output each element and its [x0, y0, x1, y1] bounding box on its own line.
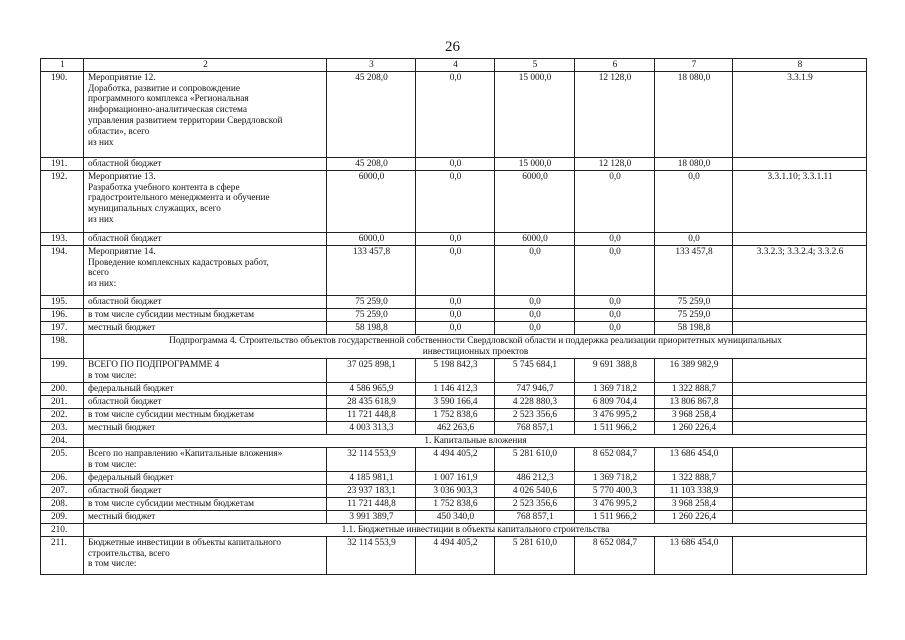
amount-cell: 747 946,7: [495, 382, 575, 395]
row-number: 209.: [41, 510, 84, 523]
row-description: местный бюджет: [84, 510, 327, 523]
amount-cell: 37 025 898,1: [327, 358, 416, 382]
amount-cell: 0,0: [575, 170, 655, 232]
amount-cell: 16 389 982,9: [655, 358, 733, 382]
amount-cell: 32 114 553,9: [327, 536, 416, 574]
table-row: [41, 321, 867, 334]
amount-cell: 0,0: [655, 232, 733, 245]
table-row: [41, 157, 867, 170]
amount-cell: 0,0: [416, 157, 495, 170]
table-row: [41, 395, 867, 408]
amount-cell: 23 937 183,1: [327, 484, 416, 497]
row-number: 202.: [41, 408, 84, 421]
row-number: 206.: [41, 471, 84, 484]
amount-cell: 11 721 448,8: [327, 497, 416, 510]
amount-cell: 45 208,0: [327, 71, 416, 157]
amount-cell: 58 198,8: [327, 321, 416, 334]
page-number: 26: [445, 39, 460, 55]
row-number: 194.: [41, 245, 84, 295]
row-number: 191.: [41, 157, 84, 170]
target-indicator: [733, 232, 867, 245]
amount-cell: 0,0: [575, 295, 655, 308]
amount-cell: 75 259,0: [327, 295, 416, 308]
amount-cell: 462 263,6: [416, 421, 495, 434]
amount-cell: 6000,0: [495, 232, 575, 245]
section-row: [41, 334, 867, 358]
row-description: областной бюджет: [84, 484, 327, 497]
column-header: 2: [84, 59, 327, 72]
column-header: 8: [733, 59, 867, 72]
table-row: [41, 71, 867, 157]
section-row: [41, 434, 867, 447]
amount-cell: 0,0: [575, 321, 655, 334]
row-number: 211.: [41, 536, 84, 574]
amount-cell: 4 586 965,9: [327, 382, 416, 395]
row-number: 199.: [41, 358, 84, 382]
amount-cell: 11 103 338,9: [655, 484, 733, 497]
column-header: 1: [41, 59, 84, 72]
row-number: 193.: [41, 232, 84, 245]
target-indicator: 3.3.2.3; 3.3.2.4; 3.3.2.6: [733, 245, 867, 295]
target-indicator: [733, 157, 867, 170]
target-indicator: 3.3.1.9: [733, 71, 867, 157]
amount-cell: 0,0: [416, 308, 495, 321]
amount-cell: 0,0: [416, 232, 495, 245]
row-description: областной бюджет: [84, 395, 327, 408]
column-number-header-row: [41, 59, 867, 72]
amount-cell: 0,0: [575, 308, 655, 321]
column-header: 5: [495, 59, 575, 72]
amount-cell: 8 652 084,7: [575, 536, 655, 574]
amount-cell: 15 000,0: [495, 71, 575, 157]
amount-cell: 2 523 356,6: [495, 497, 575, 510]
row-number: 207.: [41, 484, 84, 497]
table-row: [41, 447, 867, 471]
amount-cell: 15 000,0: [495, 157, 575, 170]
amount-cell: 486 212,3: [495, 471, 575, 484]
table-row: [41, 484, 867, 497]
amount-cell: 3 968 258,4: [655, 408, 733, 421]
row-number: 195.: [41, 295, 84, 308]
amount-cell: 11 721 448,8: [327, 408, 416, 421]
table-row: [41, 308, 867, 321]
target-indicator: 3.3.1.10; 3.3.1.11: [733, 170, 867, 232]
target-indicator: [733, 447, 867, 471]
column-header: 3: [327, 59, 416, 72]
section-title: 1. Капитальные вложения: [84, 434, 867, 447]
table-row: [41, 295, 867, 308]
amount-cell: 3 590 166,4: [416, 395, 495, 408]
amount-cell: 0,0: [655, 170, 733, 232]
amount-cell: 0,0: [575, 245, 655, 295]
table-row: [41, 245, 867, 295]
amount-cell: 6000,0: [327, 232, 416, 245]
amount-cell: 8 652 084,7: [575, 447, 655, 471]
table-row: [41, 408, 867, 421]
amount-cell: 4 003 313,3: [327, 421, 416, 434]
target-indicator: [733, 382, 867, 395]
table-row: [41, 510, 867, 523]
amount-cell: 0,0: [495, 245, 575, 295]
target-indicator: [733, 497, 867, 510]
column-header: 7: [655, 59, 733, 72]
target-indicator: [733, 421, 867, 434]
amount-cell: 1 369 718,2: [575, 382, 655, 395]
row-number: 197.: [41, 321, 84, 334]
row-description: в том числе субсидии местным бюджетам: [84, 308, 327, 321]
table-row: [41, 358, 867, 382]
row-number: 203.: [41, 421, 84, 434]
amount-cell: 0,0: [495, 295, 575, 308]
target-indicator: [733, 295, 867, 308]
column-header: 6: [575, 59, 655, 72]
table-row: [41, 232, 867, 245]
amount-cell: 6000,0: [495, 170, 575, 232]
target-indicator: [733, 408, 867, 421]
amount-cell: 13 686 454,0: [655, 536, 733, 574]
amount-cell: 75 259,0: [655, 308, 733, 321]
amount-cell: 32 114 553,9: [327, 447, 416, 471]
row-number: 205.: [41, 447, 84, 471]
row-number: 200.: [41, 382, 84, 395]
row-number: 208.: [41, 497, 84, 510]
amount-cell: 1 146 412,3: [416, 382, 495, 395]
section-row: [41, 523, 867, 536]
amount-cell: 0,0: [416, 170, 495, 232]
amount-cell: 4 185 981,1: [327, 471, 416, 484]
row-description: ВСЕГО ПО ПОДПРОГРАММЕ 4 в том числе:: [84, 358, 327, 382]
row-description: областной бюджет: [84, 295, 327, 308]
amount-cell: 1 752 838,6: [416, 408, 495, 421]
column-header: 4: [416, 59, 495, 72]
table-row: [41, 497, 867, 510]
row-number: 190.: [41, 71, 84, 157]
row-description: Бюджетные инвестиции в объекты капитального строительства, всего в том числе:: [84, 536, 327, 574]
row-description: федеральный бюджет: [84, 471, 327, 484]
row-description: в том числе субсидии местным бюджетам: [84, 497, 327, 510]
amount-cell: 9 691 388,8: [575, 358, 655, 382]
amount-cell: 0,0: [416, 295, 495, 308]
amount-cell: 1 322 888,7: [655, 382, 733, 395]
amount-cell: 12 128,0: [575, 157, 655, 170]
row-description: областной бюджет: [84, 232, 327, 245]
amount-cell: 5 281 610,0: [495, 447, 575, 471]
amount-cell: 4 026 540,6: [495, 484, 575, 497]
amount-cell: 13 806 867,8: [655, 395, 733, 408]
amount-cell: 1 511 966,2: [575, 421, 655, 434]
row-description: в том числе субсидии местным бюджетам: [84, 408, 327, 421]
amount-cell: 0,0: [575, 232, 655, 245]
amount-cell: 1 007 161,9: [416, 471, 495, 484]
amount-cell: 5 745 684,1: [495, 358, 575, 382]
amount-cell: 1 752 838,6: [416, 497, 495, 510]
amount-cell: 18 080,0: [655, 157, 733, 170]
amount-cell: 0,0: [416, 71, 495, 157]
amount-cell: 6 809 704,4: [575, 395, 655, 408]
amount-cell: 3 476 995,2: [575, 408, 655, 421]
row-number: 196.: [41, 308, 84, 321]
amount-cell: 75 259,0: [327, 308, 416, 321]
row-description: федеральный бюджет: [84, 382, 327, 395]
amount-cell: 0,0: [495, 321, 575, 334]
table-row: [41, 421, 867, 434]
row-description: областной бюджет: [84, 157, 327, 170]
amount-cell: 1 260 226,4: [655, 421, 733, 434]
row-description: местный бюджет: [84, 421, 327, 434]
target-indicator: [733, 510, 867, 523]
target-indicator: [733, 484, 867, 497]
row-description: Мероприятие 13. Разработка учебного контента в сфере градостроительного менеджмента и обучение муниципальных служащих, всего из них: [84, 170, 327, 232]
table-row: [41, 170, 867, 232]
target-indicator: [733, 358, 867, 382]
row-description: Всего по направлению «Капитальные вложения» в том числе:: [84, 447, 327, 471]
row-number: 198.: [41, 334, 84, 358]
amount-cell: 4 228 880,3: [495, 395, 575, 408]
amount-cell: 3 476 995,2: [575, 497, 655, 510]
target-indicator: [733, 471, 867, 484]
target-indicator: [733, 321, 867, 334]
amount-cell: 0,0: [495, 308, 575, 321]
table-row: [41, 536, 867, 574]
amount-cell: 1 322 888,7: [655, 471, 733, 484]
amount-cell: 133 457,8: [327, 245, 416, 295]
amount-cell: 1 260 226,4: [655, 510, 733, 523]
amount-cell: 13 686 454,0: [655, 447, 733, 471]
amount-cell: 768 857,1: [495, 510, 575, 523]
amount-cell: 58 198,8: [655, 321, 733, 334]
amount-cell: 133 457,8: [655, 245, 733, 295]
budget-table: [40, 58, 867, 575]
amount-cell: 3 968 258,4: [655, 497, 733, 510]
amount-cell: 3 036 903,3: [416, 484, 495, 497]
amount-cell: 4 494 405,2: [416, 447, 495, 471]
amount-cell: 0,0: [416, 321, 495, 334]
amount-cell: 1 511 966,2: [575, 510, 655, 523]
amount-cell: 75 259,0: [655, 295, 733, 308]
target-indicator: [733, 395, 867, 408]
amount-cell: 45 208,0: [327, 157, 416, 170]
amount-cell: 1 369 718,2: [575, 471, 655, 484]
target-indicator: [733, 536, 867, 574]
amount-cell: 2 523 356,6: [495, 408, 575, 421]
amount-cell: 5 281 610,0: [495, 536, 575, 574]
amount-cell: 3 991 389,7: [327, 510, 416, 523]
amount-cell: 4 494 405,2: [416, 536, 495, 574]
row-number: 204.: [41, 434, 84, 447]
amount-cell: 18 080,0: [655, 71, 733, 157]
row-number: 201.: [41, 395, 84, 408]
amount-cell: 450 340,0: [416, 510, 495, 523]
section-title: 1.1. Бюджетные инвестиции в объекты капитального строительства: [84, 523, 867, 536]
row-number: 192.: [41, 170, 84, 232]
row-description: Мероприятие 14. Проведение комплексных кадастровых работ, всего из них:: [84, 245, 327, 295]
amount-cell: 0,0: [416, 245, 495, 295]
amount-cell: 12 128,0: [575, 71, 655, 157]
amount-cell: 28 435 618,9: [327, 395, 416, 408]
section-title: Подпрограмма 4. Строительство объектов государственной собственности Свердловской области и поддержка реализации приоритетных муниципальных инвестиционных проектов: [84, 334, 867, 358]
table-row: [41, 471, 867, 484]
amount-cell: 6000,0: [327, 170, 416, 232]
row-description: местный бюджет: [84, 321, 327, 334]
row-number: 210.: [41, 523, 84, 536]
target-indicator: [733, 308, 867, 321]
row-description: Мероприятие 12. Доработка, развитие и сопровождение программного комплекса «Региональная информационно-аналитическая система управления развитием территории Свердловской области», всего из них: [84, 71, 327, 157]
table-row: [41, 382, 867, 395]
amount-cell: 5 770 400,3: [575, 484, 655, 497]
amount-cell: 768 857,1: [495, 421, 575, 434]
amount-cell: 5 198 842,3: [416, 358, 495, 382]
